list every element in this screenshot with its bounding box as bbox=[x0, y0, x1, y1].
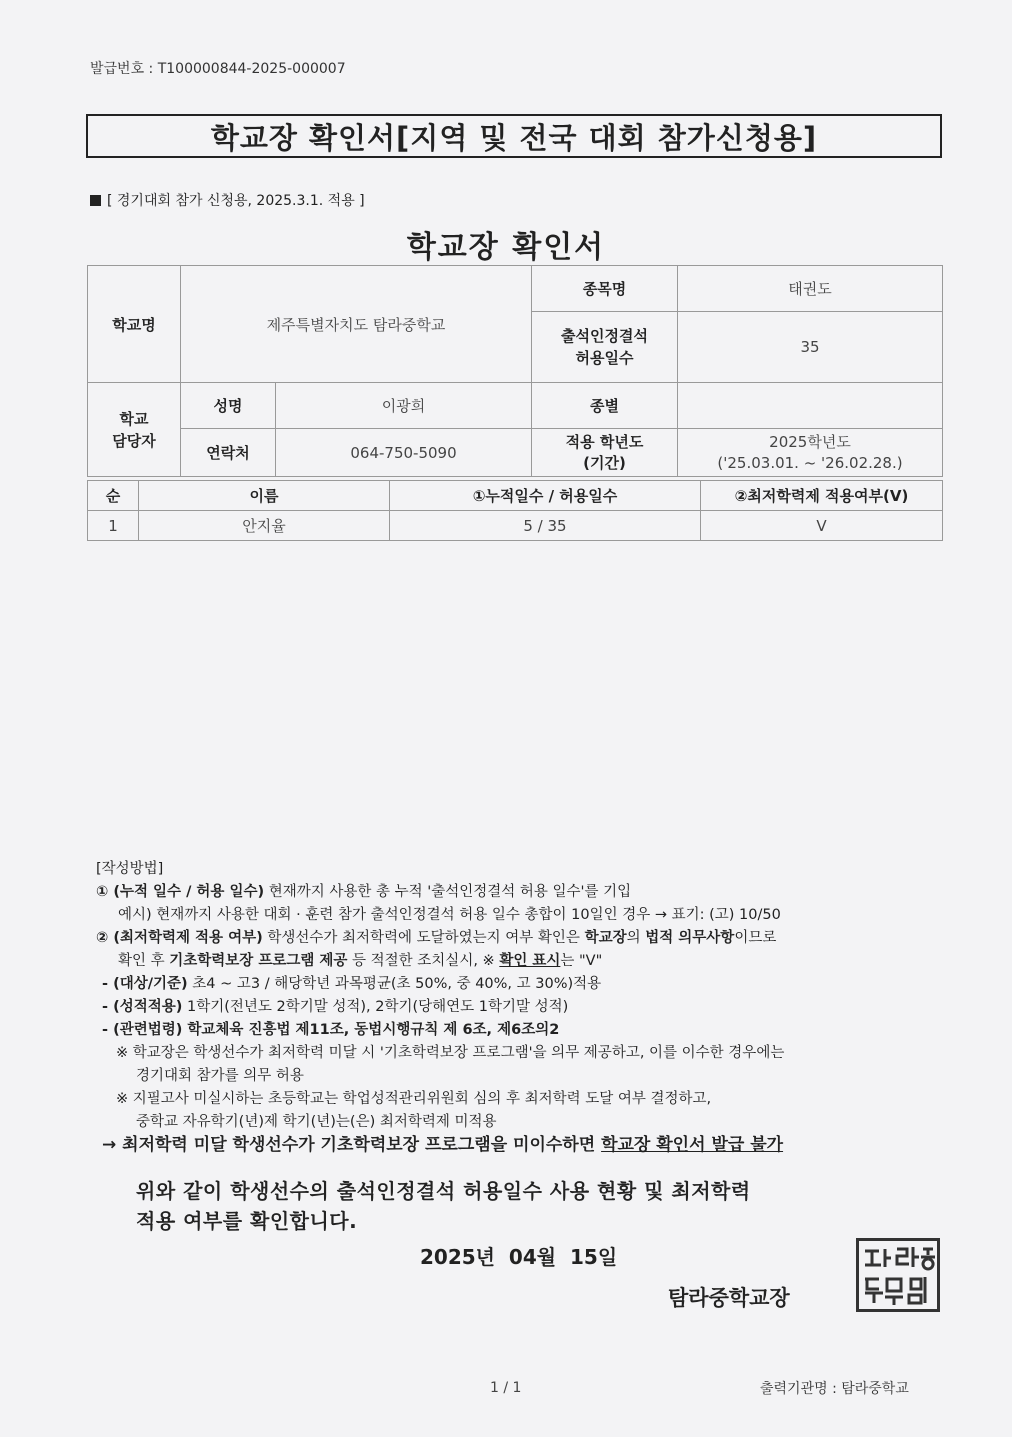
method-line-5-bold: - (대상/기준) bbox=[102, 976, 188, 992]
manager-label bbox=[88, 383, 181, 477]
allow-days-value: 35 bbox=[678, 312, 943, 383]
method-line-4-bold: 기초학력보장 프로그램 제공 bbox=[169, 953, 348, 969]
method-line-3-text1: 학생선수가 최저학력에 도달하였는지 여부 확인은 bbox=[262, 930, 585, 946]
event-value: 태권도 bbox=[678, 266, 943, 312]
writing-method bbox=[96, 858, 976, 1157]
method-line-7-bold: - (관련법령) bbox=[102, 1022, 183, 1038]
method-line-3-bold3: 법적 의무사항 bbox=[645, 930, 735, 946]
confirm-line-1: 위와 같이 학생선수의 출석인정결석 허용일수 사용 현황 및 최저학력 bbox=[136, 1179, 751, 1203]
method-line-7-text: 학교체육 진흥법 제11조, 동법시행규칙 제 6조, 제6조의2 bbox=[182, 1022, 560, 1038]
confirm-statement bbox=[136, 1176, 751, 1236]
method-line-10: ※ 지필고사 미실시하는 초등학교는 학업성적관리위원회 심의 후 최저학력 도달 여부 결정하고, bbox=[116, 1091, 712, 1107]
method-line-11: 중학교 자유학기(년)제 학기(년)는(은) 최저학력제 미적용 bbox=[136, 1114, 497, 1130]
name-label: 성명 bbox=[181, 383, 276, 429]
year-value bbox=[678, 429, 943, 477]
manager-label-line1: 학교 bbox=[119, 409, 149, 428]
square-bullet-icon bbox=[90, 195, 101, 206]
year-value-line1: 2025학년도 bbox=[769, 432, 851, 451]
method-line-2: 예시) 현재까지 사용한 대회 · 훈련 참가 출석인정결석 허용 일수 총합이 10일인 경우 → 표기: (고) 10/50 bbox=[118, 907, 781, 923]
method-line-6 bbox=[96, 996, 976, 1019]
doc-title: 학교장 확인서 bbox=[406, 230, 606, 265]
applied-note bbox=[90, 190, 365, 210]
col-header-name: 이름 bbox=[139, 481, 390, 511]
method-line-4-text2: 등 적절한 조치실시, ※ bbox=[347, 953, 500, 969]
col-header-no: 순 bbox=[88, 481, 139, 511]
allow-days-label-line2: 허용일수 bbox=[575, 349, 634, 367]
school-label: 학교명 bbox=[88, 266, 181, 383]
method-line-7 bbox=[96, 1019, 976, 1042]
row-applied: V bbox=[701, 511, 943, 541]
table-row bbox=[88, 511, 943, 541]
method-line-12 bbox=[96, 1134, 976, 1157]
page-number: 1 / 1 bbox=[490, 1380, 522, 1396]
year-label-line1: 적용 학년도 bbox=[565, 432, 644, 451]
method-line-5 bbox=[96, 973, 976, 996]
method-line-4-text1: 확인 후 bbox=[118, 953, 170, 969]
gender-value bbox=[678, 383, 943, 429]
method-heading: [작성방법] bbox=[96, 861, 164, 877]
document-main-title bbox=[86, 114, 942, 158]
method-line-4-text3: 는 "V" bbox=[560, 953, 603, 969]
main-title-text: 학교장 확인서[지역 및 전국 대회 참가신청용] bbox=[210, 120, 818, 155]
printer-org: 출력기관명 : 탐라중학교 bbox=[760, 1381, 909, 1397]
method-line-6-bold: - (성적적용) bbox=[102, 999, 183, 1015]
method-line-8: ※ 학교장은 학생선수가 최저학력 미달 시 '기초학력보장 프로그램'을 의무 제공하고, 이를 이수한 경우에는 bbox=[116, 1045, 785, 1061]
confirm-line-2: 적용 여부를 확인합니다. bbox=[136, 1209, 358, 1233]
row-days: 5 / 35 bbox=[390, 511, 701, 541]
seal-icon bbox=[859, 1241, 937, 1309]
method-line-1-bold: ① (누적 일수 / 허용 일수) bbox=[96, 884, 265, 900]
method-line-5-text: 초4 ~ 고3 / 해당학년 과목평균(초 50%, 중 40%, 고 30%)적용 bbox=[187, 976, 602, 992]
method-line-1 bbox=[96, 881, 976, 904]
applied-note-text: [ 경기대회 참가 신청용, 2025.3.1. 적용 ] bbox=[107, 193, 365, 209]
name-value: 이광희 bbox=[276, 383, 532, 429]
method-line-3-text3: 이므로 bbox=[734, 930, 777, 946]
method-line-4-bold2: 확인 표시 bbox=[499, 953, 561, 969]
method-line-1-text: 현재까지 사용한 총 누적 '출석인정결석 허용 일수'를 기입 bbox=[264, 884, 632, 900]
year-value-line2: ('25.03.01. ~ '26.02.28.) bbox=[717, 453, 903, 472]
method-line-6-text: 1학기(전년도 2학기말 성적), 2학기(당해연도 1학기말 성적) bbox=[182, 999, 569, 1015]
method-line-3 bbox=[96, 927, 976, 950]
method-line-3-bold2: 학교장 bbox=[584, 930, 627, 946]
info-table bbox=[87, 265, 943, 477]
year-label-line2: (기간) bbox=[583, 453, 626, 472]
issue-date: 2025년 04월 15일 bbox=[420, 1245, 618, 1269]
method-line-9: 경기대회 참가를 의무 허용 bbox=[136, 1068, 304, 1084]
row-name: 안지율 bbox=[139, 511, 390, 541]
contact-label: 연락처 bbox=[181, 429, 276, 477]
method-line-3-bold: ② (최저학력제 적용 여부) bbox=[96, 930, 263, 946]
issue-number: 발급번호 : T100000844-2025-000007 bbox=[90, 61, 346, 77]
student-table bbox=[87, 480, 943, 541]
row-no: 1 bbox=[88, 511, 139, 541]
official-seal bbox=[856, 1238, 940, 1312]
method-line-4 bbox=[96, 950, 976, 973]
contact-value: 064-750-5090 bbox=[276, 429, 532, 477]
principal-name: 탐라중학교장 bbox=[668, 1286, 790, 1310]
year-label bbox=[532, 429, 678, 477]
method-line-3-text2: 의 bbox=[626, 930, 646, 946]
gender-label: 종별 bbox=[532, 383, 678, 429]
event-label: 종목명 bbox=[532, 266, 678, 312]
allow-days-label-line1: 출석인정결석 bbox=[561, 327, 648, 345]
student-table-header bbox=[88, 481, 943, 511]
school-value: 제주특별자치도 탐라중학교 bbox=[181, 266, 532, 383]
col-header-applied: ②최저학력제 적용여부(V) bbox=[701, 481, 943, 511]
allow-days-label bbox=[532, 312, 678, 383]
manager-label-line2: 담당자 bbox=[112, 431, 156, 450]
method-line-12-underline: 학교장 확인서 발급 불가 bbox=[601, 1135, 784, 1155]
method-line-12-text: → 최저학력 미달 학생선수가 기초학력보장 프로그램을 미이수하면 bbox=[102, 1135, 602, 1155]
col-header-days: ①누적일수 / 허용일수 bbox=[390, 481, 701, 511]
